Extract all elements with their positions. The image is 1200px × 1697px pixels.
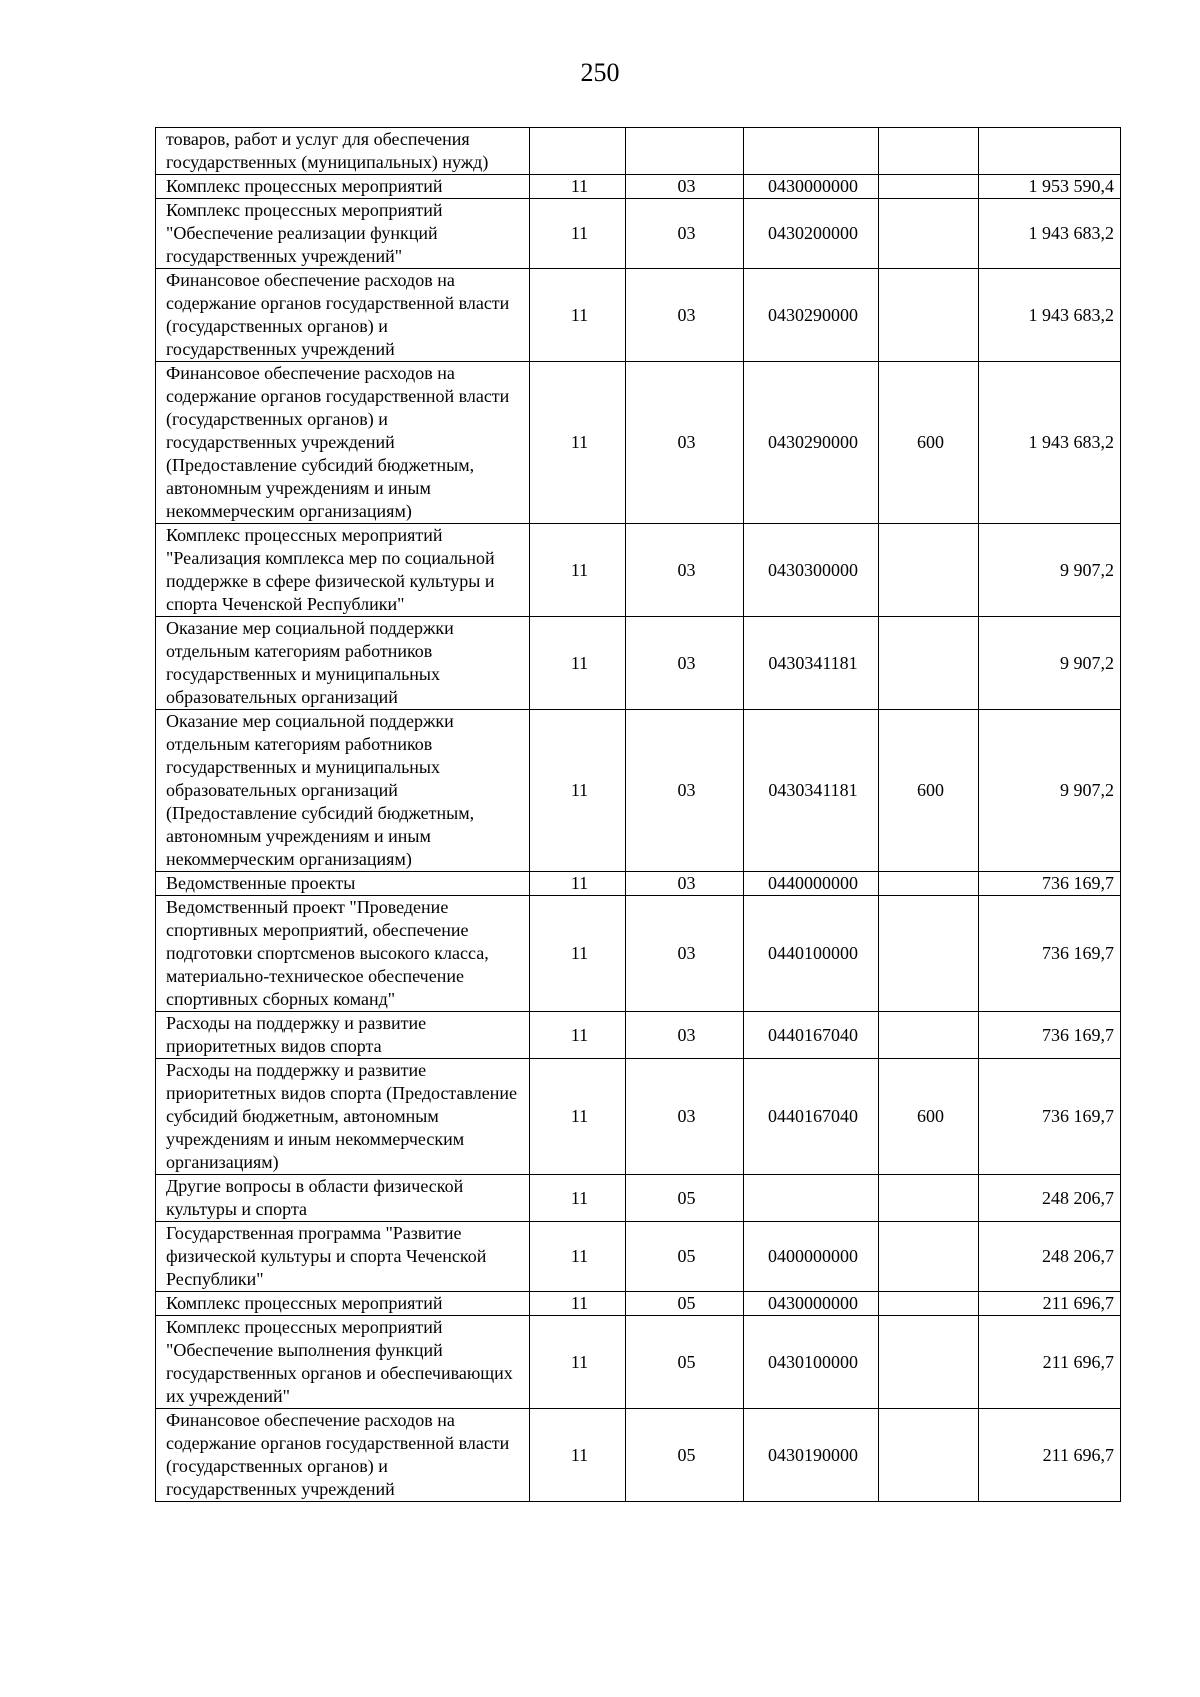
expense-type-code-cell — [879, 269, 979, 362]
amount-cell: 9 907,2 — [979, 617, 1121, 710]
target-item-code-cell: 0440167040 — [744, 1012, 879, 1059]
expense-name-cell: Финансовое обеспечение расходов на содержание органов государственной власти (государственных органов) и государственных учреждений — [156, 1409, 530, 1502]
section-code-cell: 11 — [530, 872, 626, 896]
subsection-code-cell: 03 — [626, 710, 744, 872]
expense-name-cell: товаров, работ и услуг для обеспечения государственных (муниципальных) нужд) — [156, 128, 530, 175]
budget-table-body — [156, 128, 1121, 1502]
section-code-cell — [530, 128, 626, 175]
section-code-cell: 11 — [530, 1012, 626, 1059]
target-item-code-cell: 0430000000 — [744, 175, 879, 199]
expense-name-cell: Комплекс процессных мероприятий — [156, 1292, 530, 1316]
section-code-cell: 11 — [530, 1316, 626, 1409]
amount-cell: 1 943 683,2 — [979, 269, 1121, 362]
section-code-cell: 11 — [530, 269, 626, 362]
table-row — [156, 710, 1121, 872]
expense-name-cell: Оказание мер социальной поддержки отдельным категориям работников государственных и муниципальных образовательных организаций — [156, 617, 530, 710]
subsection-code-cell: 03 — [626, 199, 744, 269]
target-item-code-cell: 0430341181 — [744, 710, 879, 872]
section-code-cell: 11 — [530, 710, 626, 872]
expense-name-cell: Ведомственные проекты — [156, 872, 530, 896]
target-item-code-cell: 0440100000 — [744, 896, 879, 1012]
target-item-code-cell: 0440000000 — [744, 872, 879, 896]
table-row — [156, 128, 1121, 175]
amount-cell — [979, 128, 1121, 175]
subsection-code-cell: 05 — [626, 1316, 744, 1409]
expense-name-cell: Расходы на поддержку и развитие приоритетных видов спорта — [156, 1012, 530, 1059]
expense-type-code-cell — [879, 872, 979, 896]
section-code-cell: 11 — [530, 896, 626, 1012]
table-row — [156, 896, 1121, 1012]
expense-type-code-cell — [879, 1409, 979, 1502]
amount-cell: 1 943 683,2 — [979, 362, 1121, 524]
budget-table — [155, 127, 1121, 1502]
section-code-cell: 11 — [530, 1409, 626, 1502]
expense-type-code-cell — [879, 1292, 979, 1316]
expense-type-code-cell — [879, 1012, 979, 1059]
amount-cell: 248 206,7 — [979, 1175, 1121, 1222]
expense-type-code-cell: 600 — [879, 362, 979, 524]
target-item-code-cell — [744, 128, 879, 175]
table-row — [156, 617, 1121, 710]
expense-name-cell: Государственная программа "Развитие физической культуры и спорта Чеченской Республики" — [156, 1222, 530, 1292]
expense-type-code-cell — [879, 128, 979, 175]
table-row — [156, 269, 1121, 362]
target-item-code-cell: 0430290000 — [744, 269, 879, 362]
target-item-code-cell: 0400000000 — [744, 1222, 879, 1292]
subsection-code-cell: 03 — [626, 896, 744, 1012]
expense-type-code-cell — [879, 524, 979, 617]
amount-cell: 9 907,2 — [979, 710, 1121, 872]
target-item-code-cell: 0430000000 — [744, 1292, 879, 1316]
expense-type-code-cell — [879, 617, 979, 710]
amount-cell: 736 169,7 — [979, 872, 1121, 896]
expense-type-code-cell: 600 — [879, 710, 979, 872]
expense-name-cell: Расходы на поддержку и развитие приоритетных видов спорта (Предоставление субсидий бюджетным, автономным учреждениям и иным некоммерческим организациям) — [156, 1059, 530, 1175]
subsection-code-cell: 03 — [626, 1059, 744, 1175]
section-code-cell: 11 — [530, 1175, 626, 1222]
section-code-cell: 11 — [530, 362, 626, 524]
amount-cell: 211 696,7 — [979, 1292, 1121, 1316]
expense-type-code-cell — [879, 1222, 979, 1292]
expense-name-cell: Комплекс процессных мероприятий "Реализация комплекса мер по социальной поддержке в сфере физической культуры и спорта Чеченской Республики" — [156, 524, 530, 617]
expense-name-cell: Финансовое обеспечение расходов на содержание органов государственной власти (государственных органов) и государственных учреждений (Предоставление субсидий бюджетным, автономным учреждениям и иным некоммерческим организациям) — [156, 362, 530, 524]
subsection-code-cell: 03 — [626, 524, 744, 617]
subsection-code-cell — [626, 128, 744, 175]
amount-cell: 736 169,7 — [979, 896, 1121, 1012]
table-row — [156, 872, 1121, 896]
amount-cell: 9 907,2 — [979, 524, 1121, 617]
table-row — [156, 1012, 1121, 1059]
expense-name-cell: Финансовое обеспечение расходов на содержание органов государственной власти (государственных органов) и государственных учреждений — [156, 269, 530, 362]
target-item-code-cell: 0430300000 — [744, 524, 879, 617]
expense-name-cell: Ведомственный проект "Проведение спортивных мероприятий, обеспечение подготовки спортсменов высокого класса, материально-техническое обеспечение спортивных сборных команд" — [156, 896, 530, 1012]
expense-name-cell: Комплекс процессных мероприятий "Обеспечение выполнения функций государственных органов и обеспечивающих их учреждений" — [156, 1316, 530, 1409]
target-item-code-cell: 0430200000 — [744, 199, 879, 269]
section-code-cell: 11 — [530, 524, 626, 617]
expense-type-code-cell — [879, 175, 979, 199]
table-row — [156, 175, 1121, 199]
amount-cell: 211 696,7 — [979, 1409, 1121, 1502]
subsection-code-cell: 03 — [626, 362, 744, 524]
table-row — [156, 1292, 1121, 1316]
table-row — [156, 1175, 1121, 1222]
table-row — [156, 1409, 1121, 1502]
amount-cell: 1 953 590,4 — [979, 175, 1121, 199]
target-item-code-cell: 0430290000 — [744, 362, 879, 524]
subsection-code-cell: 05 — [626, 1175, 744, 1222]
expense-name-cell: Комплекс процессных мероприятий — [156, 175, 530, 199]
expense-type-code-cell — [879, 199, 979, 269]
expense-type-code-cell: 600 — [879, 1059, 979, 1175]
table-row — [156, 1316, 1121, 1409]
table-row — [156, 1222, 1121, 1292]
table-row — [156, 199, 1121, 269]
section-code-cell: 11 — [530, 175, 626, 199]
expense-name-cell: Другие вопросы в области физической культуры и спорта — [156, 1175, 530, 1222]
subsection-code-cell: 03 — [626, 872, 744, 896]
amount-cell: 736 169,7 — [979, 1059, 1121, 1175]
subsection-code-cell: 03 — [626, 269, 744, 362]
target-item-code-cell: 0430341181 — [744, 617, 879, 710]
expense-name-cell: Оказание мер социальной поддержки отдельным категориям работников государственных и муниципальных образовательных организаций (Предоставление субсидий бюджетным, автономным учреждениям и иным некоммерческим организациям) — [156, 710, 530, 872]
target-item-code-cell: 0430190000 — [744, 1409, 879, 1502]
subsection-code-cell: 05 — [626, 1222, 744, 1292]
page-number: 250 — [580, 58, 620, 87]
amount-cell: 248 206,7 — [979, 1222, 1121, 1292]
section-code-cell: 11 — [530, 199, 626, 269]
table-row — [156, 362, 1121, 524]
section-code-cell: 11 — [530, 1292, 626, 1316]
amount-cell: 1 943 683,2 — [979, 199, 1121, 269]
table-row — [156, 524, 1121, 617]
expense-type-code-cell — [879, 1316, 979, 1409]
subsection-code-cell: 03 — [626, 175, 744, 199]
subsection-code-cell: 03 — [626, 1012, 744, 1059]
amount-cell: 736 169,7 — [979, 1012, 1121, 1059]
target-item-code-cell — [744, 1175, 879, 1222]
target-item-code-cell: 0430100000 — [744, 1316, 879, 1409]
table-row — [156, 1059, 1121, 1175]
expense-type-code-cell — [879, 1175, 979, 1222]
subsection-code-cell: 05 — [626, 1292, 744, 1316]
expense-type-code-cell — [879, 896, 979, 1012]
section-code-cell: 11 — [530, 1222, 626, 1292]
target-item-code-cell: 0440167040 — [744, 1059, 879, 1175]
expense-name-cell: Комплекс процессных мероприятий "Обеспечение реализации функций государственных учреждений" — [156, 199, 530, 269]
subsection-code-cell: 03 — [626, 617, 744, 710]
section-code-cell: 11 — [530, 1059, 626, 1175]
subsection-code-cell: 05 — [626, 1409, 744, 1502]
section-code-cell: 11 — [530, 617, 626, 710]
amount-cell: 211 696,7 — [979, 1316, 1121, 1409]
